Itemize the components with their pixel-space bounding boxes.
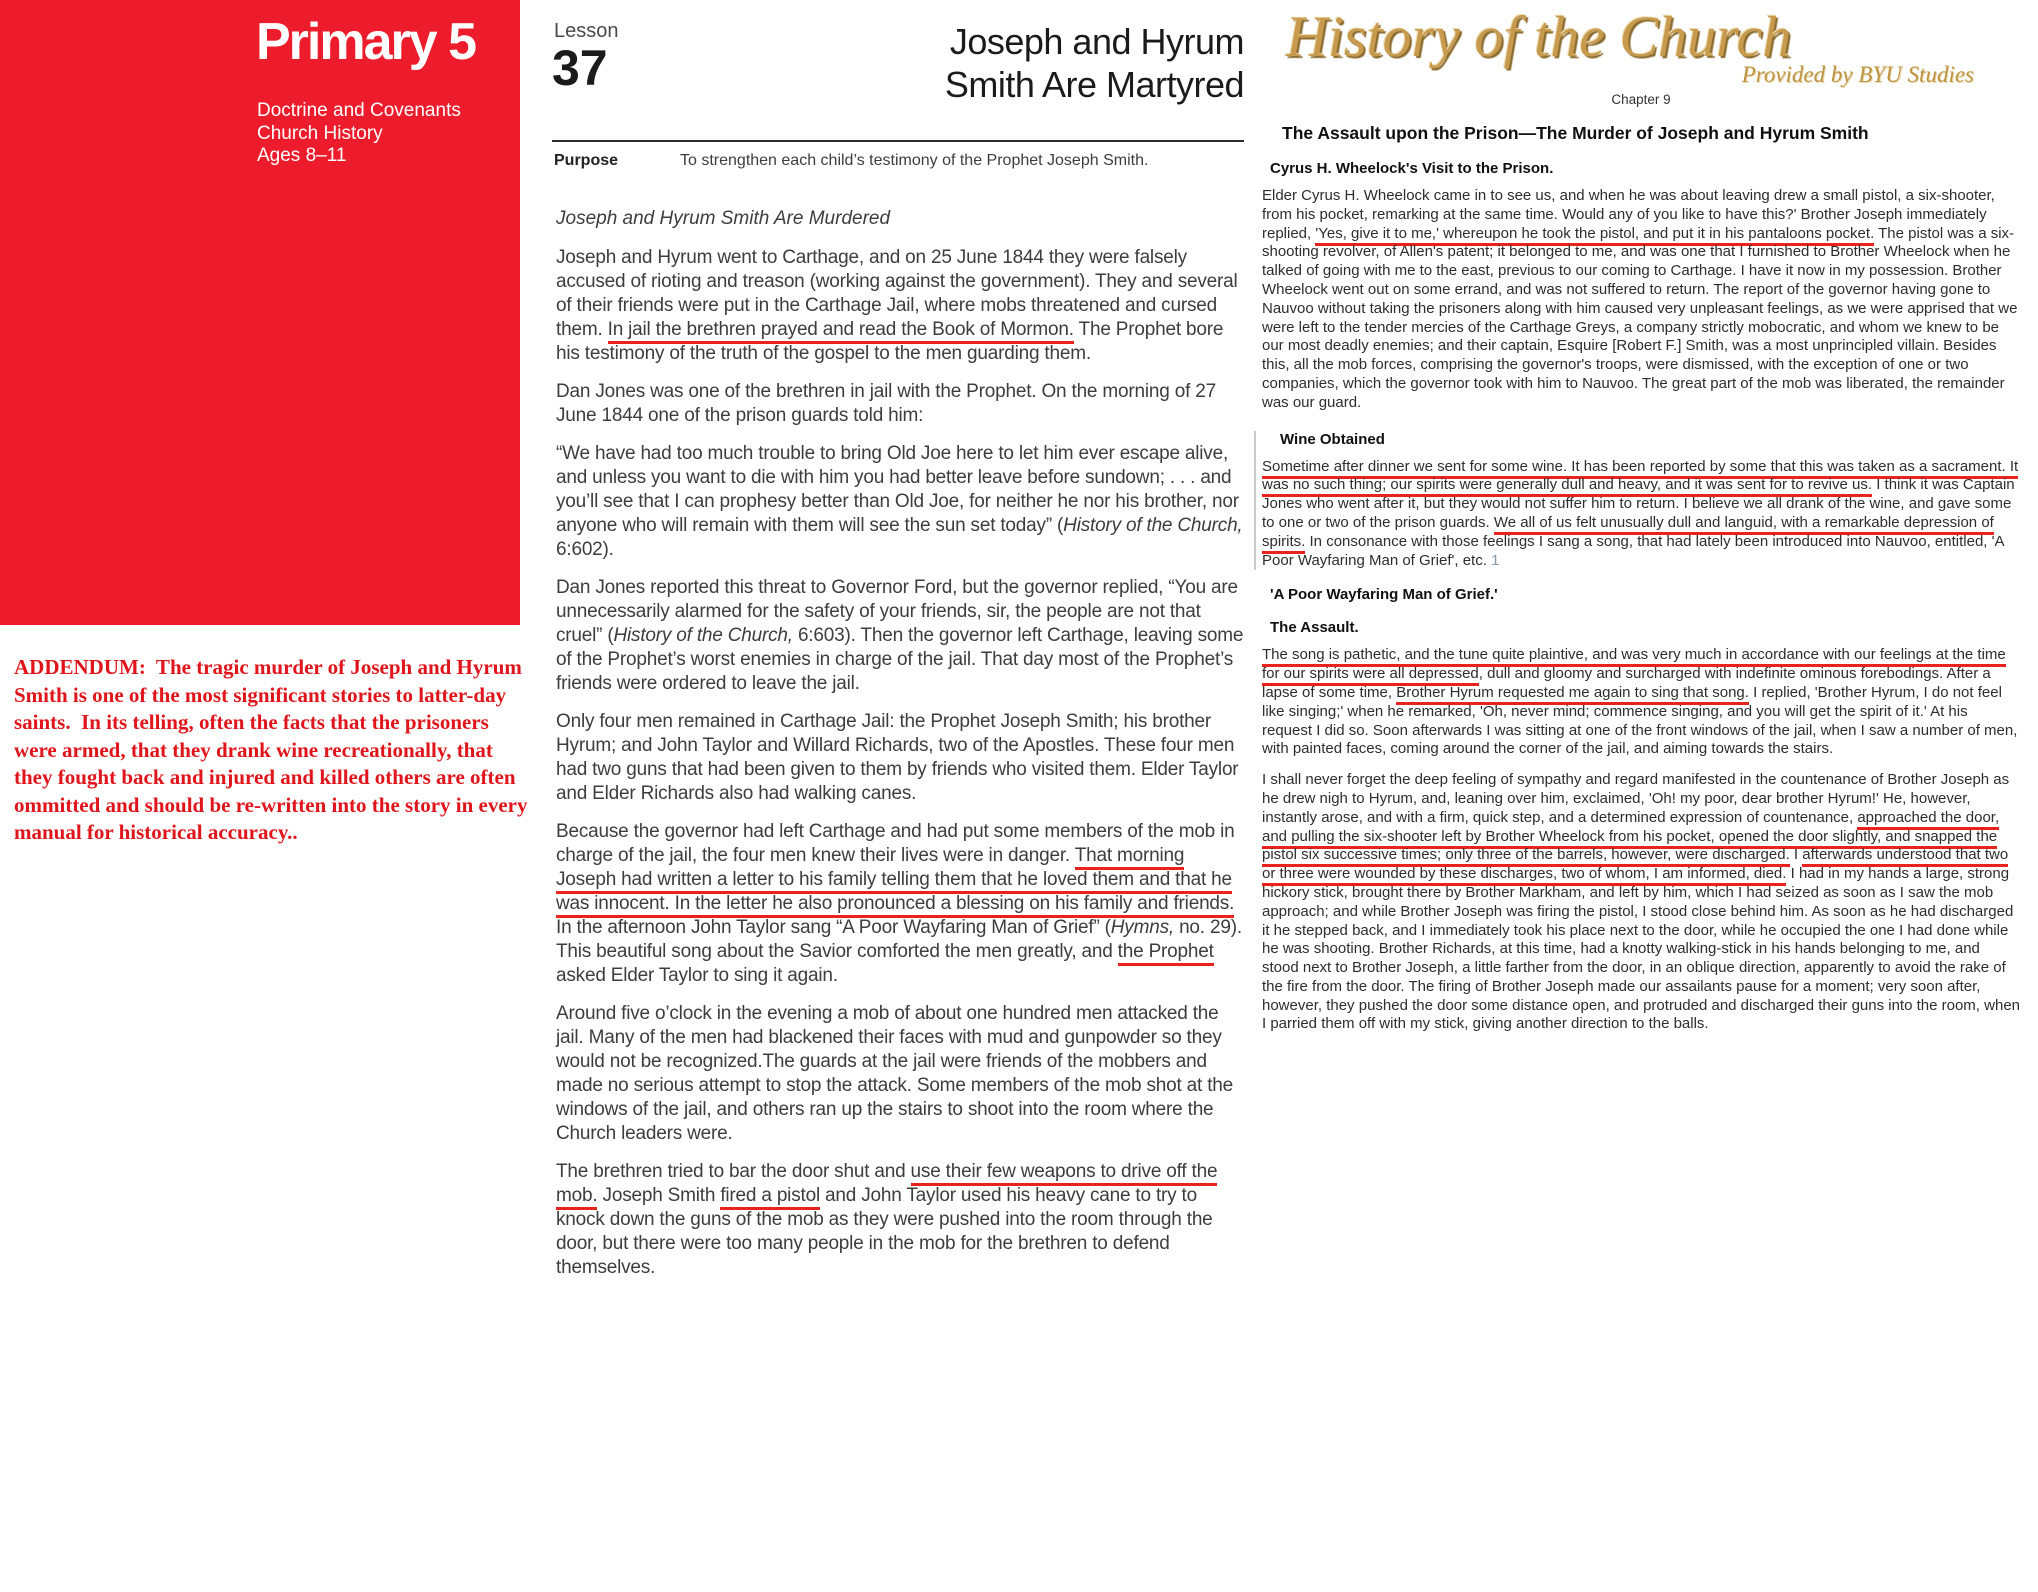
red-underlined-text: The song is pathetic, and the tune quite plaintive, and was very much in accordance with our feelings at the time for our spirits were all depressed (1262, 646, 2006, 686)
subheading-the-assault: The Assault. (1270, 619, 1359, 637)
text-run: Around five o’clock in the evening a mob of about one hundred men attacked the jail. Many of the men had blackened their faces with mud and gunpowder so they would not be recognized.The guards at the jail were friends of the mobbers and made no serious attempt to stop the attack. Some members of the mob shot at the windows of the jail, and others ran up the stairs to shoot into the room where the Church leaders were. (556, 1003, 1234, 1144)
red-underlined-text: the Prophet (1118, 941, 1214, 966)
text-run: History of the Church, (613, 625, 793, 646)
lesson-header (552, 18, 1244, 169)
paragraph (1262, 458, 2020, 571)
text-run: Dan Jones reported this threat to Governor Ford, but the governor replied, “You are unnecessarily alarmed for the safety of your friends, sir, the people are not that cruel” ( (556, 577, 1238, 646)
paragraph (556, 246, 1246, 366)
cover-title: Primary 5 (256, 13, 476, 71)
purpose-row (554, 152, 1244, 170)
red-underlined-text: Sometime after dinner we sent for some wine. It has been reported by some that this was taken as a sacrament. It was no such thing; our spirits were generally dull and heavy, and it was sent for to revive us. (1262, 458, 2018, 498)
chapter-label: Chapter 9 (1611, 92, 1671, 107)
visit-paragraphs (1262, 187, 2020, 413)
paragraph (556, 710, 1246, 806)
masthead-title: History of the Church (1286, 4, 1792, 69)
paragraph (556, 380, 1246, 428)
text-run: In the afternoon John Taylor sang “A Poor Wayfaring Man of Grief” ( (556, 917, 1111, 938)
cover-subtitle-line: Church History (257, 122, 383, 144)
story-heading: Joseph and Hyrum Smith Are Murdered (556, 208, 891, 229)
lesson-paragraphs (556, 246, 1246, 1280)
addendum-note: ADDENDUM: The tragic murder of Joseph and Hyrum Smith is one of the most significant stories to latter-day saints. In its telling, often the facts that the prisoners were armed, that they drank wine recreationally, that they fought back and injured and killed others are often ommitted and should be re-written into the story in every manual for historical accuracy.. (14, 655, 533, 844)
text-run: Elder Cyrus H. Wheelock came in to see us, and when he was about leaving drew a small pistol, a six-shooter, from his pocket, remarking at the same time. Would any of you like to have this?' Brother Joseph immediately replied, (1262, 187, 1995, 242)
text-run: I shall never forget the deep feeling of sympathy and regard manifested in the countenance of Brother Joseph as he drew nigh to Hyrum, and, leaning over him, exclaimed, 'Oh! my poor, dear brother Hyrum!' He, however, instantly arose, and with a firm, quick step, and a determined expression of countenance, (1262, 771, 2010, 826)
assault-paragraphs (1262, 646, 2020, 1034)
byline: Provided by BYU Studies (1741, 62, 1974, 87)
lesson-number: 37 (552, 40, 608, 96)
text-run: 6:603). Then the governor left Carthage, leaving some of the Prophet’s worst enemies in charge of the jail. That day most of the Prophet’s friends were ordered to leave the jail. (556, 625, 1244, 694)
red-underlined-text: afterwards understood that two or three were wounded by these discharges, two of whom, I am informed, died. (1262, 846, 2008, 886)
text-run: Hymns, (1110, 917, 1174, 938)
cover-subtitle-line: Doctrine and Covenants (257, 100, 461, 121)
subheading-wheelock-visit: Cyrus H. Wheelock's Visit to the Prison. (1270, 160, 1554, 177)
red-underlined-text: Brother Hyrum requested me again to sing that song. (1396, 684, 1749, 705)
red-underlined-text: In jail the brethren prayed and read the Book of Mormon. (608, 319, 1074, 344)
text-run: I think it was Captain Jones who went after it, but they would not suffer him to return. I believe we all drank of the wine, and gave some to one or two of the prison guards. (1262, 476, 2015, 531)
paragraph (1262, 771, 2020, 1034)
text-run: asked Elder Taylor to sing it again. (556, 965, 838, 986)
red-underlined-text: That morning Joseph had written a letter to his family telling them that he loved them and that he was innocent. In the letter he also pronounced a blessing on his family and friends. (556, 845, 1234, 918)
cover-subtitle-line: Ages 8–11 (257, 145, 347, 166)
header-divider (552, 140, 1244, 142)
paragraph (1262, 646, 2020, 759)
lesson-title (945, 20, 1244, 106)
paragraph (556, 576, 1246, 696)
article-heading: The Assault upon the Prison—The Murder of Joseph and Hyrum Smith (1282, 123, 1869, 143)
paragraph (556, 1002, 1246, 1146)
text-run: The pistol was a six-shooting revolver, of Allen's patent; it belonged to me, and was one that I furnished to Brother Wheelock when he talked of going with me to the east, previous to our coming to Carthage. I have it now in my possession. Brother Wheelock went out on some errand, and was not suffered to return. The report of the governor having gone to Nauvoo without taking the prisoners along with him caused very unpleasant feelings, as we were apprised that we were left to the tender mercies of the Carthage Greys, a company strictly mobocratic, and whom we knew to be our most deadly enemies; and their captain, Esquire [Robert F.] Smith, was a most unprincipled villain. Besides this, all the mob forces, comprising the governor's troops, were dismissed, with the exception of one or two companies, which the governor took with him to Nauvoo. The great part of the mob was liberated, the remainder was our guard. (1262, 224, 2018, 411)
text-run: History of the Church, (1063, 515, 1243, 536)
text-run: “We have had too much trouble to bring Old Joe here to let him ever escape alive, and unless you want to die with him you had better leave before sundown; . . . and you’ll see that I can prophesy better than Old Joe, for neither he nor his brother, nor anyone who will remain with them will see the sun set today” ( (556, 443, 1239, 536)
text-run: no. 29). This beautiful song about the Savior comforted the men greatly, and (556, 917, 1242, 962)
footnote-ref[interactable]: 1 (1491, 551, 1500, 569)
text-run: Dan Jones was one of the brethren in jail with the Prophet. On the morning of 27 June 1844 one of the prison guards told him: (556, 381, 1216, 426)
text-run: Joseph Smith (597, 1185, 721, 1206)
lesson-label: Lesson (554, 20, 619, 42)
red-underlined-text: We all of us felt unusually dull and languid, with a remarkable depression of spirits. (1262, 514, 1994, 554)
paragraph (556, 1160, 1246, 1280)
paragraph (556, 820, 1246, 988)
paragraph (556, 442, 1246, 562)
lesson-title-line1: Joseph and Hyrum (949, 21, 1244, 62)
text-run: I replied, 'Brother Hyrum, I do not feel like singing;' when he remarked, 'Oh, never mind; commence singing, and you will get the spirit of it.' At his request I did so. Soon afterwards I was sitting at one of the front windows of the jail, when I saw a number of men, with painted faces, coming around the corner of the jail, and aiming towards the stairs. (1262, 683, 2018, 758)
text-run: The brethren tried to bar the door shut and (556, 1161, 911, 1182)
lesson-title-line2: Smith Are Martyred (944, 64, 1244, 105)
wine-paragraphs (1262, 458, 2020, 571)
purpose-label: Purpose (554, 152, 619, 169)
cover-subtitle (257, 100, 461, 168)
subheading-wayfaring-man: 'A Poor Wayfaring Man of Grief.' (1270, 586, 1498, 604)
text-run: , dull and gloomy and surcharged with indefinite ominous forebodings. After a lapse of some time, (1262, 665, 1991, 701)
paragraph (1262, 187, 2020, 413)
lesson-column (552, 18, 1244, 1278)
red-underlined-text: 'Yes, give it to me,' whereupon he took the pistol, and put it in his pantaloons pocket. (1315, 225, 1874, 246)
red-underlined-text: use their few weapons to drive off the mob. (556, 1161, 1217, 1210)
text-run: Only four men remained in Carthage Jail: the Prophet Joseph Smith; his brother Hyrum; and John Taylor and Willard Richards, two of the Apostles. These four men had two guns that had been given to them by friends who visited them. Elder Taylor and Elder Richards also had walking canes. (556, 711, 1239, 804)
history-column (1262, 6, 2020, 1046)
text-run: I (1789, 846, 1803, 864)
wine-section (1254, 431, 2020, 571)
text-run: In consonance with those feelings I sang a song, that had lately been introduced into Nauvoo, entitled, 'A Poor Wayfaring Man of Grief', etc. (1262, 532, 2004, 569)
text-run: Joseph and Hyrum went to Carthage, and on 25 June 1844 they were falsely accused of rioting and treason (working against the government). They and several of their friends were put in the Carthage Jail, where mobs threatened and cursed them. (556, 247, 1238, 340)
red-underlined-text: approached the door, and pulling the six-shooter left by Brother Wheelock from his pocket, opened the door slightly, and snapped the pistol six successive times; only three of the barrels, however, were discharged. (1262, 809, 1999, 868)
purpose-text: To strengthen each child’s testimony of the Prophet Joseph Smith. (680, 152, 1149, 169)
lesson-body (556, 208, 1246, 1294)
text-run: I had in my hands a large, strong hickory stick, brought there by Brother Markham, and left by him, which I had seized as soon as I saw the mob approach; and while Brother Joseph was firing the pistol, I stood close behind him. As soon as he had discharged it he stepped back, and I immediately took his place next to the door, while he occupied the one I had done while he was shooting. Brother Richards, at this time, had a knotty walking-stick in his hands belonging to me, and stood next to Brother Joseph, a little farther from the door, in an oblique direction, apparently to avoid the rake of the fire from the door. The firing of Brother Joseph made our assailants pause for a moment; very soon after, however, they pushed the door some distance open, and protruded and discharged their guns into the room, when I parried them off with my stick, giving another direction to the balls. (1262, 865, 2020, 1033)
text-run: Because the governor had left Carthage and had put some members of the mob in charge of the jail, the four men knew their lives were in danger. (556, 821, 1235, 866)
primary-manual-cover (0, 0, 520, 625)
text-run: 6:602). (556, 539, 614, 560)
red-underlined-text: fired a pistol (720, 1185, 820, 1210)
text-run: and John Taylor used his heavy cane to try to knock down the guns of the mob as they were pushed into the room through the door, but there were too many people in the mob for the brethren to defend themselves. (556, 1185, 1213, 1278)
subheading-wine-obtained: Wine Obtained (1280, 430, 1385, 448)
text-run: The Prophet bore his testimony of the truth of the gospel to the men guarding them. (556, 319, 1224, 364)
